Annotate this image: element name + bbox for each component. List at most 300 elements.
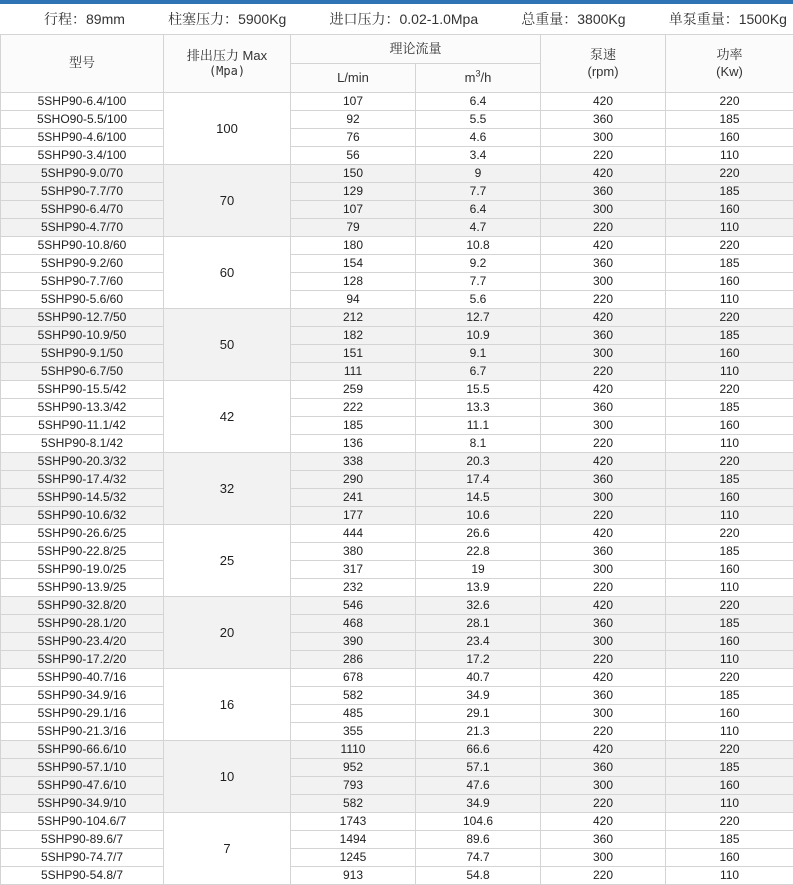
table-row [1, 597, 793, 615]
info-inlet-pressure-value: 0.02-1.0Mpa [400, 11, 479, 27]
col-header-model: 型号 [1, 35, 164, 93]
table-row [1, 291, 793, 309]
flow-m3h-cell: 40.7 [416, 669, 541, 687]
flow-m3h-cell: 34.9 [416, 795, 541, 813]
pump-speed-cell: 300 [541, 129, 666, 147]
model-cell: 5SHP90-14.5/32 [1, 489, 164, 507]
info-plunger-force [168, 9, 286, 29]
flow-lmin-cell: 94 [291, 291, 416, 309]
flow-lmin-cell: 76 [291, 129, 416, 147]
flow-lmin-cell: 1494 [291, 831, 416, 849]
table-row [1, 759, 793, 777]
model-cell: 5SHP90-6.4/100 [1, 93, 164, 111]
pump-speed-title: 泵速 [541, 47, 665, 63]
flow-m3h-cell: 7.7 [416, 183, 541, 201]
flow-m3h-cell: 21.3 [416, 723, 541, 741]
flow-m3h-cell: 8.1 [416, 435, 541, 453]
pump-speed-cell: 220 [541, 291, 666, 309]
power-cell: 185 [666, 255, 793, 273]
flow-m3h-cell: 10.6 [416, 507, 541, 525]
pump-speed-cell: 220 [541, 867, 666, 885]
spec-table-body [1, 93, 793, 885]
model-cell: 5SHP90-32.8/20 [1, 597, 164, 615]
table-row [1, 327, 793, 345]
model-cell: 5SHP90-34.9/16 [1, 687, 164, 705]
flow-lmin-cell: 355 [291, 723, 416, 741]
power-cell: 185 [666, 471, 793, 489]
flow-m3h-cell: 9 [416, 165, 541, 183]
pump-speed-cell: 420 [541, 597, 666, 615]
power-cell: 185 [666, 615, 793, 633]
flow-lmin-cell: 180 [291, 237, 416, 255]
power-cell: 160 [666, 777, 793, 795]
power-cell: 110 [666, 507, 793, 525]
flow-m3h-cell: 6.4 [416, 201, 541, 219]
model-cell: 5SHP90-66.6/10 [1, 741, 164, 759]
power-title: 功率 [666, 47, 793, 63]
power-cell: 110 [666, 435, 793, 453]
flow-m3h-cell: 10.8 [416, 237, 541, 255]
flow-m3h-cell: 20.3 [416, 453, 541, 471]
power-cell: 110 [666, 579, 793, 597]
flow-m3h-cell: 6.7 [416, 363, 541, 381]
flow-lmin-cell: 107 [291, 93, 416, 111]
power-cell: 160 [666, 489, 793, 507]
pump-speed-cell: 360 [541, 399, 666, 417]
pump-speed-cell: 360 [541, 543, 666, 561]
flow-lmin-cell: 56 [291, 147, 416, 165]
table-row [1, 633, 793, 651]
flow-lmin-cell: 92 [291, 111, 416, 129]
info-stroke-value: 89mm [86, 11, 125, 27]
model-cell: 5SHP90-104.6/7 [1, 813, 164, 831]
pump-speed-cell: 220 [541, 507, 666, 525]
model-cell: 5SHP90-74.7/7 [1, 849, 164, 867]
flow-m3h-cell: 9.2 [416, 255, 541, 273]
flow-lmin-cell: 128 [291, 273, 416, 291]
power-cell: 160 [666, 345, 793, 363]
table-row [1, 525, 793, 543]
table-row [1, 687, 793, 705]
pump-speed-cell: 300 [541, 489, 666, 507]
flow-lmin-cell: 182 [291, 327, 416, 345]
flow-m3h-cell: 28.1 [416, 615, 541, 633]
flow-m3h-cell: 19 [416, 561, 541, 579]
model-cell: 5SHP90-11.1/42 [1, 417, 164, 435]
pressure-cell: 20 [164, 597, 291, 669]
model-cell: 5SHP90-20.3/32 [1, 453, 164, 471]
flow-lmin-cell: 793 [291, 777, 416, 795]
pump-speed-cell: 220 [541, 579, 666, 597]
pump-speed-cell: 360 [541, 759, 666, 777]
flow-m3h-cell: 5.5 [416, 111, 541, 129]
flow-lmin-cell: 259 [291, 381, 416, 399]
flow-lmin-cell: 582 [291, 687, 416, 705]
power-cell: 160 [666, 633, 793, 651]
flow-m3h-cell: 23.4 [416, 633, 541, 651]
pump-speed-cell: 360 [541, 183, 666, 201]
info-plunger-force-value: 5900Kg [238, 11, 286, 27]
model-cell: 5SHP90-7.7/70 [1, 183, 164, 201]
flow-lmin-cell: 338 [291, 453, 416, 471]
flow-lmin-cell: 177 [291, 507, 416, 525]
table-row [1, 417, 793, 435]
flow-lmin-cell: 678 [291, 669, 416, 687]
flow-lmin-cell: 151 [291, 345, 416, 363]
table-row [1, 453, 793, 471]
model-cell: 5SHP90-19.0/25 [1, 561, 164, 579]
flow-m3h-cell: 12.7 [416, 309, 541, 327]
flow-lmin-cell: 232 [291, 579, 416, 597]
table-row [1, 381, 793, 399]
flow-lmin-cell: 107 [291, 201, 416, 219]
flow-lmin-cell: 79 [291, 219, 416, 237]
table-row [1, 561, 793, 579]
model-cell: 5SHP90-89.6/7 [1, 831, 164, 849]
table-row [1, 669, 793, 687]
model-cell: 5SHP90-9.1/50 [1, 345, 164, 363]
model-cell: 5SHP90-54.8/7 [1, 867, 164, 885]
power-cell: 110 [666, 723, 793, 741]
pump-speed-cell: 300 [541, 777, 666, 795]
flow-m3h-cell: 57.1 [416, 759, 541, 777]
model-cell: 5SHP90-12.7/50 [1, 309, 164, 327]
flow-m3h-cell: 3.4 [416, 147, 541, 165]
power-cell: 110 [666, 867, 793, 885]
table-row [1, 201, 793, 219]
table-row [1, 651, 793, 669]
pump-speed-cell: 360 [541, 111, 666, 129]
table-row [1, 147, 793, 165]
discharge-pressure-title: 排出压力 Max [164, 48, 290, 64]
power-cell: 160 [666, 705, 793, 723]
pump-speed-cell: 360 [541, 327, 666, 345]
flow-lmin-cell: 952 [291, 759, 416, 777]
model-cell: 5SHP90-4.6/100 [1, 129, 164, 147]
flow-lmin-cell: 1110 [291, 741, 416, 759]
pump-speed-cell: 360 [541, 471, 666, 489]
flow-m3h-cell: 17.2 [416, 651, 541, 669]
pressure-cell: 32 [164, 453, 291, 525]
table-row [1, 795, 793, 813]
pump-speed-cell: 300 [541, 273, 666, 291]
info-single-pump-weight-value: 1500Kg [739, 11, 787, 27]
power-cell: 160 [666, 561, 793, 579]
pump-speed-cell: 420 [541, 93, 666, 111]
info-total-weight-label: 总重量： [521, 11, 577, 27]
flow-m3h-cell: 17.4 [416, 471, 541, 489]
pump-speed-cell: 420 [541, 165, 666, 183]
pump-speed-cell: 420 [541, 813, 666, 831]
model-cell: 5SHP90-7.7/60 [1, 273, 164, 291]
flow-m3h-cell: 32.6 [416, 597, 541, 615]
model-cell: 5SHP90-10.8/60 [1, 237, 164, 255]
power-cell: 185 [666, 183, 793, 201]
pump-speed-cell: 220 [541, 651, 666, 669]
power-cell: 185 [666, 399, 793, 417]
pump-speed-cell: 420 [541, 741, 666, 759]
table-row [1, 705, 793, 723]
flow-m3h-cell: 7.7 [416, 273, 541, 291]
model-cell: 5SHP90-3.4/100 [1, 147, 164, 165]
table-row [1, 129, 793, 147]
flow-lmin-cell: 582 [291, 795, 416, 813]
pump-speed-cell: 360 [541, 615, 666, 633]
pressure-cell: 42 [164, 381, 291, 453]
pump-speed-cell: 300 [541, 633, 666, 651]
flow-lmin-cell: 546 [291, 597, 416, 615]
table-row [1, 471, 793, 489]
pump-speed-unit: (rpm) [541, 64, 665, 80]
info-total-weight-value: 3800Kg [577, 11, 625, 27]
table-row [1, 543, 793, 561]
pump-speed-cell: 220 [541, 363, 666, 381]
power-cell: 220 [666, 381, 793, 399]
info-total-weight [521, 9, 625, 29]
pump-speed-cell: 220 [541, 435, 666, 453]
flow-lmin-cell: 468 [291, 615, 416, 633]
power-cell: 110 [666, 363, 793, 381]
flow-m3h-cell: 13.9 [416, 579, 541, 597]
flow-m3h-cell: 47.6 [416, 777, 541, 795]
pump-speed-cell: 300 [541, 705, 666, 723]
model-cell: 5SHP90-47.6/10 [1, 777, 164, 795]
power-cell: 110 [666, 651, 793, 669]
table-header [1, 35, 793, 93]
model-cell: 5SHP90-9.0/70 [1, 165, 164, 183]
table-row [1, 273, 793, 291]
pump-speed-cell: 220 [541, 147, 666, 165]
flow-lmin-cell: 129 [291, 183, 416, 201]
model-cell: 5SHP90-26.6/25 [1, 525, 164, 543]
model-cell: 5SHP90-17.4/32 [1, 471, 164, 489]
discharge-pressure-unit: (Mpa) [164, 64, 290, 79]
info-single-pump-weight-label: 单泵重量： [669, 11, 739, 27]
summary-info-bar [0, 4, 793, 34]
power-cell: 110 [666, 795, 793, 813]
model-cell: 5SHP90-6.4/70 [1, 201, 164, 219]
power-cell: 160 [666, 201, 793, 219]
col-header-theoretical-flow: 理论流量 [291, 35, 541, 64]
table-row [1, 813, 793, 831]
table-row [1, 93, 793, 111]
flow-lmin-cell: 241 [291, 489, 416, 507]
table-row [1, 849, 793, 867]
power-cell: 160 [666, 849, 793, 867]
flow-lmin-cell: 185 [291, 417, 416, 435]
flow-m3h-cell: 15.5 [416, 381, 541, 399]
pump-speed-cell: 300 [541, 849, 666, 867]
pressure-cell: 70 [164, 165, 291, 237]
flow-lmin-cell: 444 [291, 525, 416, 543]
model-cell: 5SHP90-29.1/16 [1, 705, 164, 723]
model-cell: 5SHP90-8.1/42 [1, 435, 164, 453]
power-cell: 185 [666, 759, 793, 777]
model-cell: 5SHP90-34.9/10 [1, 795, 164, 813]
power-cell: 160 [666, 273, 793, 291]
flow-lmin-cell: 286 [291, 651, 416, 669]
flow-m3h-cell: 4.7 [416, 219, 541, 237]
model-cell: 5SHP90-4.7/70 [1, 219, 164, 237]
power-cell: 185 [666, 543, 793, 561]
flow-m3h-cell: 66.6 [416, 741, 541, 759]
pump-speed-cell: 360 [541, 831, 666, 849]
pressure-cell: 7 [164, 813, 291, 885]
pump-speed-cell: 220 [541, 723, 666, 741]
pump-speed-cell: 300 [541, 345, 666, 363]
flow-lmin-cell: 390 [291, 633, 416, 651]
model-cell: 5SHP90-28.1/20 [1, 615, 164, 633]
flow-m3h-cell: 13.3 [416, 399, 541, 417]
model-cell: 5SHP90-17.2/20 [1, 651, 164, 669]
table-row [1, 579, 793, 597]
table-row [1, 309, 793, 327]
power-cell: 110 [666, 291, 793, 309]
flow-m3h-cell: 10.9 [416, 327, 541, 345]
pump-speed-cell: 360 [541, 687, 666, 705]
flow-m3h-cell: 89.6 [416, 831, 541, 849]
table-row [1, 507, 793, 525]
power-cell: 220 [666, 309, 793, 327]
flow-m3h-cell: 4.6 [416, 129, 541, 147]
col-header-discharge-pressure [164, 35, 291, 93]
table-row [1, 615, 793, 633]
info-stroke-label: 行程： [44, 11, 86, 27]
power-unit: (Kw) [666, 64, 793, 80]
table-row [1, 867, 793, 885]
pump-speed-cell: 420 [541, 525, 666, 543]
model-cell: 5SHP90-15.5/42 [1, 381, 164, 399]
model-cell: 5SHP90-21.3/16 [1, 723, 164, 741]
table-row [1, 777, 793, 795]
flow-lmin-cell: 913 [291, 867, 416, 885]
pump-speed-cell: 360 [541, 255, 666, 273]
table-row [1, 723, 793, 741]
table-row [1, 363, 793, 381]
info-stroke [44, 9, 125, 29]
power-cell: 110 [666, 147, 793, 165]
pressure-cell: 25 [164, 525, 291, 597]
table-row [1, 489, 793, 507]
flow-m3h-cell: 22.8 [416, 543, 541, 561]
power-cell: 220 [666, 669, 793, 687]
model-cell: 5SHP90-23.4/20 [1, 633, 164, 651]
flow-m3h-cell: 29.1 [416, 705, 541, 723]
power-cell: 110 [666, 219, 793, 237]
power-cell: 220 [666, 597, 793, 615]
pump-speed-cell: 420 [541, 237, 666, 255]
flow-m3h-cell: 14.5 [416, 489, 541, 507]
flow-lmin-cell: 1245 [291, 849, 416, 867]
flow-m3h-cell: 54.8 [416, 867, 541, 885]
table-row [1, 831, 793, 849]
flow-lmin-cell: 485 [291, 705, 416, 723]
table-row [1, 435, 793, 453]
flow-m3h-cell: 34.9 [416, 687, 541, 705]
pump-speed-cell: 300 [541, 417, 666, 435]
flow-lmin-cell: 1743 [291, 813, 416, 831]
flow-m3h-cell: 74.7 [416, 849, 541, 867]
flow-m3h-cell: 11.1 [416, 417, 541, 435]
table-row [1, 111, 793, 129]
pump-speed-cell: 420 [541, 453, 666, 471]
flow-lmin-cell: 222 [291, 399, 416, 417]
col-header-lmin: L/min [291, 64, 416, 93]
flow-lmin-cell: 111 [291, 363, 416, 381]
flow-lmin-cell: 150 [291, 165, 416, 183]
table-row [1, 399, 793, 417]
power-cell: 160 [666, 129, 793, 147]
col-header-m3h: $m^3/h$ [416, 64, 541, 93]
flow-lmin-cell: 380 [291, 543, 416, 561]
flow-lmin-cell: 212 [291, 309, 416, 327]
flow-lmin-cell: 136 [291, 435, 416, 453]
model-cell: 5SHP90-57.1/10 [1, 759, 164, 777]
table-row [1, 165, 793, 183]
flow-m3h-cell: 26.6 [416, 525, 541, 543]
flow-lmin-cell: 290 [291, 471, 416, 489]
model-cell: 5SHP90-9.2/60 [1, 255, 164, 273]
table-row [1, 255, 793, 273]
power-cell: 185 [666, 831, 793, 849]
info-single-pump-weight [669, 9, 787, 29]
pressure-cell: 60 [164, 237, 291, 309]
pressure-cell: 50 [164, 309, 291, 381]
table-row [1, 345, 793, 363]
pump-speed-cell: 420 [541, 669, 666, 687]
model-cell: 5SHP90-13.9/25 [1, 579, 164, 597]
model-cell: 5SHP90-10.9/50 [1, 327, 164, 345]
power-cell: 220 [666, 741, 793, 759]
power-cell: 220 [666, 525, 793, 543]
power-cell: 185 [666, 687, 793, 705]
power-cell: 220 [666, 813, 793, 831]
flow-lmin-cell: 154 [291, 255, 416, 273]
pressure-cell: 16 [164, 669, 291, 741]
pump-spec-table [0, 34, 793, 885]
col-header-pump-speed [541, 35, 666, 93]
model-cell: 5SHP90-13.3/42 [1, 399, 164, 417]
table-row [1, 237, 793, 255]
power-cell: 220 [666, 93, 793, 111]
table-row [1, 183, 793, 201]
power-cell: 220 [666, 453, 793, 471]
flow-m3h-cell: 6.4 [416, 93, 541, 111]
pressure-cell: 10 [164, 741, 291, 813]
table-row [1, 741, 793, 759]
model-cell: 5SHP90-10.6/32 [1, 507, 164, 525]
pump-speed-cell: 420 [541, 381, 666, 399]
flow-m3h-cell: 5.6 [416, 291, 541, 309]
model-cell: 5SHP90-6.7/50 [1, 363, 164, 381]
pump-speed-cell: 220 [541, 795, 666, 813]
model-cell: 5SHP90-40.7/16 [1, 669, 164, 687]
power-cell: 160 [666, 417, 793, 435]
power-cell: 220 [666, 165, 793, 183]
flow-lmin-cell: 317 [291, 561, 416, 579]
pump-speed-cell: 220 [541, 219, 666, 237]
power-cell: 185 [666, 327, 793, 345]
flow-m3h-cell: 104.6 [416, 813, 541, 831]
table-row [1, 219, 793, 237]
info-plunger-force-label: 柱塞压力： [168, 11, 238, 27]
flow-m3h-cell: 9.1 [416, 345, 541, 363]
pump-speed-cell: 420 [541, 309, 666, 327]
power-cell: 185 [666, 111, 793, 129]
model-cell: 5SHP90-5.6/60 [1, 291, 164, 309]
model-cell: 5SHP90-22.8/25 [1, 543, 164, 561]
pressure-cell: 100 [164, 93, 291, 165]
